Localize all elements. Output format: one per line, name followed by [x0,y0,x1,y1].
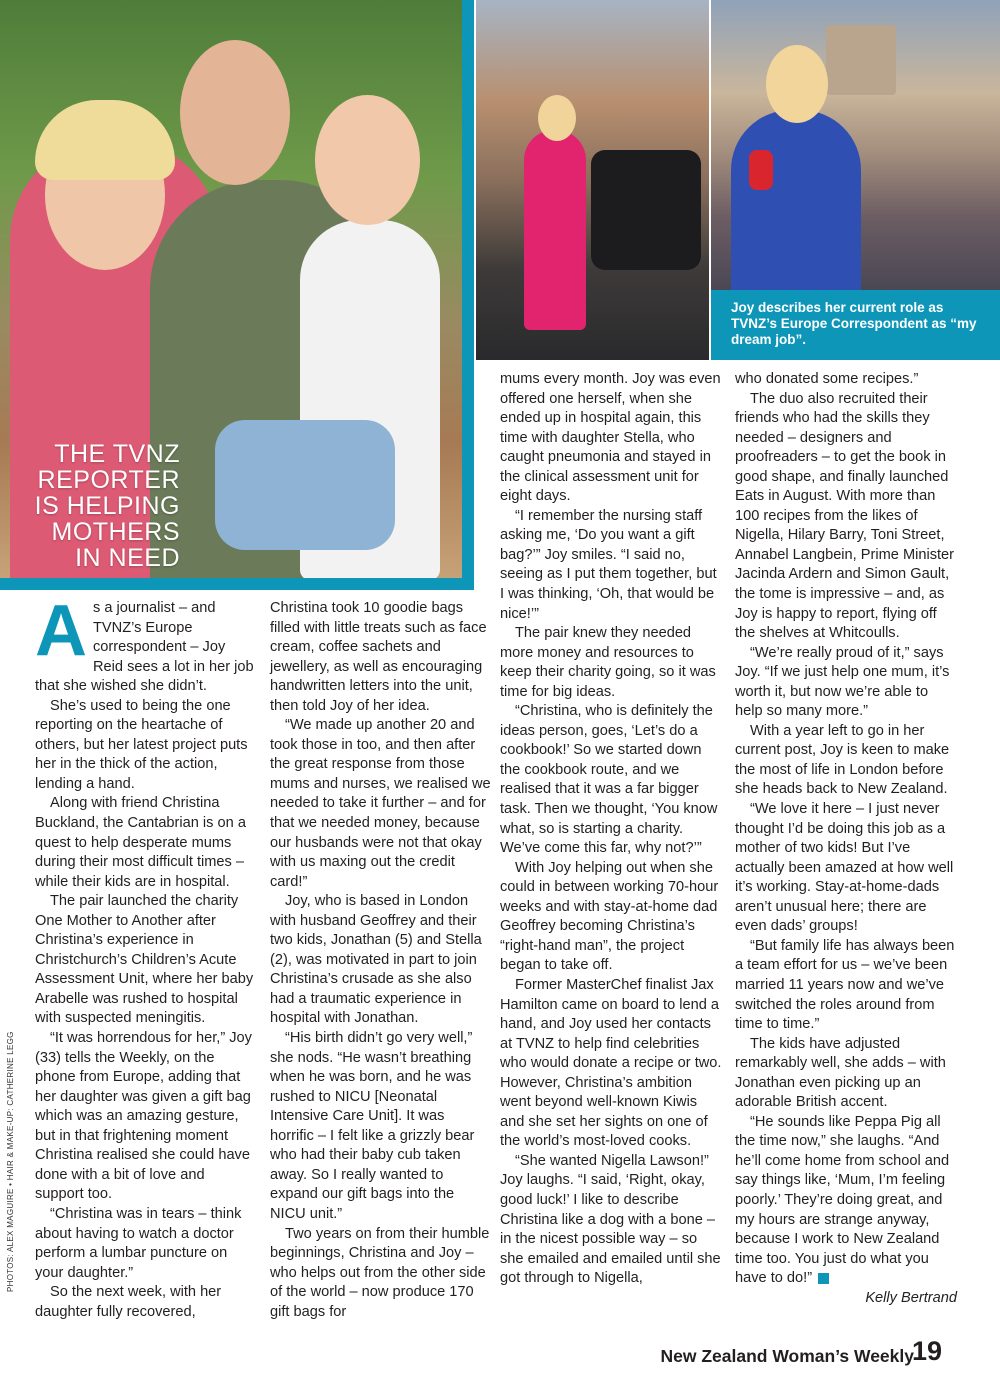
teal-border-horizontal [0,578,474,590]
tv-camera [591,150,701,270]
article-paragraph: Joy, who is based in London with husband Geoffrey and their two kids, Jonathan (5) and Stella (2), was motivated in part to join Christina’s crusade as she also had a traumatic experience in hospital with Jonathan. [270,893,482,1027]
article-column-1 [35,591,257,1322]
headline-line: IS HELPING [34,492,180,520]
article-column-4 [735,370,957,1308]
reporter-head [766,45,828,123]
headline-line: IN NEED [75,544,180,572]
article-column-3 [500,370,722,1289]
article-paragraph: “We love it here – I just never thought I’d be doing this job as a mother of two kids! But I’ve actually been amazed at how well it’s working. Stay-at-home-dads aren’t unusual here; there are even dads’ groups! [735,801,954,935]
paragraph-text: s a journalist – and TVNZ’s Europe correspondent – Joy Reid sees a lot in her job that she wished she didn’t. [35,600,254,695]
article-paragraph: “She wanted Nigella Lawson!” Joy laughs. “I said, ‘Right, okay, good luck!’ I like to describe Christina like a dog with a bone – in the nicest possible way – so she emailed and emailed until she got through to Nigella, [500,1152,721,1287]
headline [0,441,180,571]
article-paragraph: “But family life has always been a team effort for us – we’ve been married 11 years now and we’ve switched the roles around from time to time.” [735,937,955,1033]
article-paragraph: The kids have adjusted remarkably well, she adds – with Jonathan even picking up an adorable British accent. [735,1035,946,1111]
article-paragraph: mums every month. Joy was even offered one herself, when she ended up in hospital again, this time with daughter Stella, who caught pneumonia and stayed in the clinical assessment unit for eight days. [500,371,721,505]
article-paragraph: Christina took 10 goodie bags filled with little treats such as face cream, coffee sachets and jewellery, as well as encouraging handwritten letters into the unit, then told Joy of her idea. [270,600,487,714]
page-number: 19 [911,1336,942,1366]
mother-hair [35,100,175,180]
article-paragraph: “I remember the nursing staff asking me, ‘Do you want a gift bag?’” Joy smiles. “I said no, seeing as I put them together, but I was thinking, ‘Oh, that would be nice!’” [500,507,717,622]
article-paragraph: “His birth didn’t go very well,” she nods. “He wasn’t breathing when he was born, and he was rushed to NICU [Neonatal Intensive Care Unit]. It was horrific – I felt like a grizzly bear who had their baby cub taken away. So I really wanted to expand our gift bags into the NICU unit.” [270,1030,475,1222]
article-paragraph [735,1113,957,1289]
byline: Kelly Bertrand [865,1289,957,1306]
headline-line: MOTHERS [51,518,180,546]
reporting-photo-camera [476,0,709,360]
article-paragraph: The duo also recruited their friends who had the skills they needed – designers and proofreaders – to get the book in good shape, and finally launched Eats in August. With more than 100 recipes from the likes of Nigella, Hilary Barry, Toni Street, Annabel Langbein, Prime Minister Jacinda Ardern and Simon Gault, the tome is impressive – and, as Joy is happy to report, flying off the shelves at Whitcoulls. [735,390,955,642]
family-photo [0,0,474,590]
article-paragraph: Two years on from their humble beginnings, Christina and Joy – who helps out from the other side of the world – now produce 170 gift bags for [270,1225,490,1320]
reporter-figure-blue [731,110,861,290]
photo-caption: Joy describes her current role as TVNZ’s Europe Correspondent as “my dream job”. [731,300,977,347]
drop-cap: A [35,591,87,671]
child-jeans [215,420,395,550]
reporter-head [538,95,576,141]
article-paragraph: “Christina was in tears – think about having to watch a doctor perform a lumbar puncture on your daughter.” [35,1205,242,1281]
article-paragraph: So the next week, with her daughter fully recovered, [35,1284,222,1320]
article-paragraph: Former MasterChef finalist Jax Hamilton came on board to lend a hand, and Joy used her contacts at TVNZ to help find celebrities who would donate a recipe or two. However, Christina’s ambition went beyond well-known Kiwis and she set her sights on one of the world’s most-loved cooks. [500,976,722,1150]
headline-line: REPORTER [37,466,180,494]
article-paragraph: The pair launched the charity One Mother to Another after Christina’s experience in Christchurch’s Children’s Acute Assessment Unit, where her baby Arabelle was rushed to hospital with suspected meningitis. [35,893,254,1027]
reporter-figure-pink [524,130,586,330]
paragraph-text: “He sounds like Peppa Pig all the time now,” she laughs. “And he’ll come home from school and say things like, ‘Mum, I’m feeling poorly.’ They’re doing great, and my hours are strange anyway, because I work to New Zealand time too. You just do what you have to do!” [735,1113,950,1287]
article-paragraph: “We’re really proud of it,” says Joy. “If we just help one mum, it’s worth it, but now we’re able to help so many more.” [735,644,950,720]
article-paragraph: With Joy helping out when she could in between working 70-hour weeks and with stay-at-home dad Geoffrey becoming Christina’s “right-hand man”, the project began to take off. [500,859,719,974]
article-paragraph: “We made up another 20 and took those in too, and then after the great response from those mums and nurses, we realised we needed to take it further – and for that we needed money, because our husbands were not that okay with us maxing out the credit card!” [270,717,491,890]
article-paragraph: She’s used to being the one reporting on the heartache of others, but her latest project puts her in the thick of the action, lending a hand. [35,697,248,792]
article-paragraph: With a year left to go in her current post, Joy is keen to make the most of life in London before she heads back to New Zealand. [735,722,950,798]
article-paragraph: “Christina, who is definitely the ideas person, goes, ‘Let’s do a cookbook!’ So we started down the cookbook route, and we realised that it was a far bigger task. Then we thought, ‘You know what, so is starting a charity. We’ve come this far, why not?’” [500,703,718,857]
child-head [315,95,420,225]
article-paragraph: who donated some recipes.” [735,371,919,387]
magazine-name: New Zealand Woman’s Weekly [660,1346,914,1366]
microphone [749,150,773,190]
article-column-2 [270,599,492,1322]
article-paragraph: “It was horrendous for her,” Joy (33) tells the Weekly, on the phone from Europe, adding that her daughter was given a gift bag which was an amazing gesture, but in that frightening moment Christina realised she could have done with a bit of love and support too. [35,1030,252,1203]
reporting-photo-arc [711,0,1000,290]
article-paragraph: Along with friend Christina Buckland, the Cantabrian is on a quest to help desperate mums during their most difficult times – while their kids are in hospital. [35,795,246,890]
end-mark-icon [818,1273,829,1284]
headline-line: THE TVNZ [54,440,180,468]
teal-border-vertical [462,0,474,590]
article-paragraph: The pair knew they needed more money and resources to keep their charity going, so it was time for big ideas. [500,625,716,700]
arc-de-triomphe [826,25,896,95]
photo-credits: PHOTOS: ALEX MAGUIRE • HAIR & MAKE-UP: CATHERINE LEGG [6,1031,15,1292]
article-paragraph [35,591,257,697]
father-head [180,40,290,185]
